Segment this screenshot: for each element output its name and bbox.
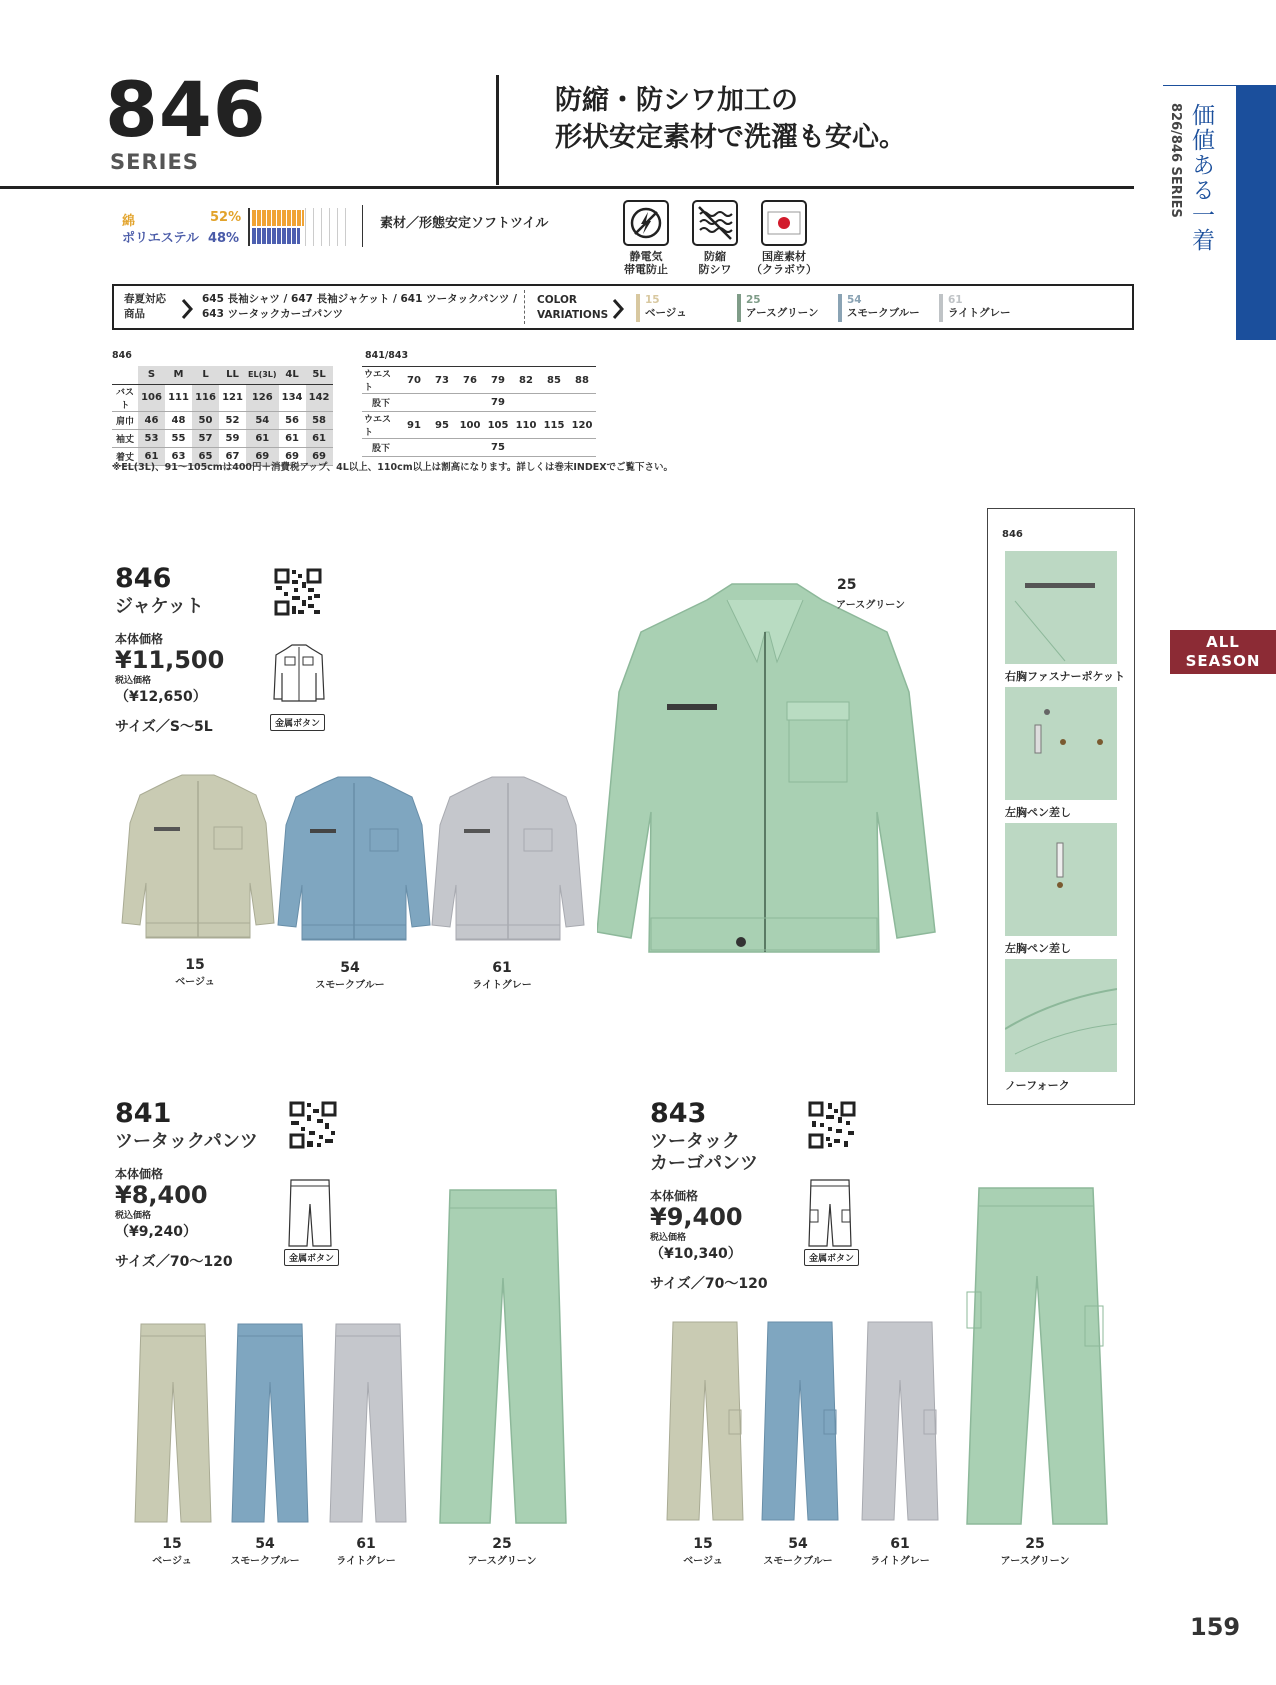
color-num: 54 bbox=[847, 294, 862, 306]
size-header: M bbox=[165, 366, 192, 384]
size-range: サイズ／S～5L bbox=[115, 719, 213, 735]
cotton-pct: 52% bbox=[210, 210, 242, 225]
related-line2: 643 ツータックカーゴパンツ bbox=[202, 308, 344, 320]
table-row bbox=[112, 411, 333, 429]
color-61 bbox=[939, 294, 1040, 322]
size-header: EL(3L) bbox=[246, 366, 279, 384]
cell bbox=[400, 439, 428, 457]
cell bbox=[428, 394, 456, 412]
feature-antistatic bbox=[623, 200, 681, 276]
metal-button-badge: 金属ボタン bbox=[270, 714, 325, 731]
size-table-846 bbox=[112, 366, 333, 466]
poly-row bbox=[122, 227, 239, 246]
qr-code-icon[interactable] bbox=[808, 1101, 856, 1149]
cell: 55 bbox=[165, 429, 192, 447]
product-843-info bbox=[650, 1098, 768, 1293]
caption-num: 61 bbox=[890, 1536, 910, 1552]
table-row bbox=[362, 367, 596, 394]
pants-843-blue-image[interactable] bbox=[760, 1320, 840, 1525]
caption-num: 15 bbox=[185, 957, 205, 973]
cell bbox=[512, 439, 540, 457]
pants-843-green-main-image[interactable] bbox=[965, 1186, 1110, 1528]
caption-num: 54 bbox=[340, 960, 360, 976]
cell: 70 bbox=[400, 367, 428, 394]
series-word: SERIES bbox=[110, 150, 199, 174]
row-label: 肩巾 bbox=[112, 411, 138, 429]
cell bbox=[428, 439, 456, 457]
japan-caption bbox=[749, 250, 819, 276]
cell: 58 bbox=[306, 411, 333, 429]
cell: 82 bbox=[512, 367, 540, 394]
cell bbox=[568, 439, 596, 457]
cell: 59 bbox=[219, 429, 246, 447]
season-line1: ALL bbox=[1206, 633, 1240, 651]
feature-japan bbox=[751, 200, 819, 276]
cell: 79 bbox=[484, 367, 512, 394]
cell: 69 bbox=[246, 447, 279, 465]
color-54 bbox=[838, 294, 939, 322]
caption-name: ライトグレー bbox=[870, 1556, 930, 1567]
color-text bbox=[948, 294, 1010, 322]
poly-label: ポリエステル bbox=[122, 231, 199, 246]
tax-price: （¥9,240） bbox=[115, 1224, 198, 1240]
caption-name: ライトグレー bbox=[336, 1556, 396, 1567]
table-header bbox=[112, 366, 333, 384]
cell bbox=[540, 394, 568, 412]
fabric-text: 素材／形態安定ソフトツイル bbox=[380, 216, 549, 231]
size-range: サイズ／70～120 bbox=[650, 1276, 768, 1292]
side-rule bbox=[1163, 85, 1236, 86]
pants-841-green-main-image[interactable] bbox=[438, 1188, 568, 1528]
table-row bbox=[362, 394, 596, 412]
jacket-beige-image[interactable] bbox=[118, 773, 278, 948]
pants-line-drawing-icon bbox=[285, 1178, 335, 1248]
detail-caption: 左胸ペン差し bbox=[1005, 806, 1071, 819]
cv-label-2: VARIATIONS bbox=[537, 309, 609, 321]
color-name: ベージュ bbox=[645, 307, 687, 319]
caption-num: 54 bbox=[255, 1536, 275, 1552]
cell: 88 bbox=[568, 367, 596, 394]
cell: 50 bbox=[192, 411, 219, 429]
page-number: 159 bbox=[1190, 1613, 1241, 1641]
related-products bbox=[202, 292, 517, 322]
antistatic-line1: 静電気 bbox=[629, 250, 663, 263]
cell: 57 bbox=[192, 429, 219, 447]
jacket-caption-15 bbox=[135, 957, 255, 988]
color-text bbox=[746, 294, 818, 322]
cell: 73 bbox=[428, 367, 456, 394]
color-swatches bbox=[636, 294, 1040, 322]
cell: 53 bbox=[138, 429, 165, 447]
table-row bbox=[362, 412, 596, 439]
color-num: 25 bbox=[746, 294, 761, 306]
color-text bbox=[847, 294, 920, 322]
detail-caption: 左胸ペン差し bbox=[1005, 942, 1071, 955]
pants-843-grey-image[interactable] bbox=[860, 1320, 940, 1525]
jacket-blue-image[interactable] bbox=[274, 775, 434, 950]
metal-button-badge: 金属ボタン bbox=[804, 1249, 859, 1266]
jacket-caption-61 bbox=[442, 960, 562, 991]
antistatic-line2: 帯電防止 bbox=[624, 263, 668, 276]
caption-num: 15 bbox=[693, 1536, 713, 1552]
cell bbox=[512, 394, 540, 412]
headline-line2: 形状安定素材で洗濯も安心。 bbox=[555, 122, 906, 153]
cell: 115 bbox=[540, 412, 568, 439]
detail-image-zip-pocket bbox=[1005, 551, 1117, 664]
color-num: 61 bbox=[948, 294, 963, 306]
color-name: ライトグレー bbox=[948, 307, 1011, 319]
caption-num: 54 bbox=[788, 1536, 808, 1552]
info-box bbox=[112, 284, 1134, 330]
price-label: 本体価格 bbox=[650, 1189, 699, 1203]
anti-wrinkle-icon bbox=[692, 200, 738, 246]
size-header: 5L bbox=[306, 366, 333, 384]
jacket-grey-image[interactable] bbox=[428, 775, 588, 950]
headline bbox=[555, 82, 906, 156]
jacket-caption-54 bbox=[290, 960, 410, 991]
detail-caption: ノーフォーク bbox=[1005, 1079, 1070, 1092]
detail-image-norfolk bbox=[1005, 959, 1117, 1072]
table-row bbox=[112, 384, 333, 411]
cell: 61 bbox=[246, 429, 279, 447]
row-label: 袖丈 bbox=[112, 429, 138, 447]
anti-wrinkle-line2: 防シワ bbox=[698, 263, 732, 276]
qr-code-icon[interactable] bbox=[289, 1101, 337, 1149]
table-row bbox=[112, 429, 333, 447]
pants-843-beige-image[interactable] bbox=[665, 1320, 745, 1525]
season-label-2: 商品 bbox=[124, 308, 145, 320]
header-divider bbox=[496, 75, 499, 185]
product-name-line2: カーゴパンツ bbox=[650, 1153, 758, 1174]
pants-843-caption-25 bbox=[975, 1536, 1095, 1567]
cell: 134 bbox=[279, 384, 306, 411]
related-line1: 645 長袖シャツ / 647 長袖ジャケット / 641 ツータックパンツ / bbox=[202, 293, 517, 305]
color-variations-label bbox=[537, 293, 608, 323]
product-name: ツータックパンツ bbox=[115, 1131, 258, 1152]
pants-841-blue-image[interactable] bbox=[230, 1322, 310, 1527]
detail-image-pen-slot-2 bbox=[1005, 823, 1117, 936]
detail-caption: 右胸ファスナーポケット bbox=[1005, 670, 1126, 683]
cell: 111 bbox=[165, 384, 192, 411]
price: ¥9,400 bbox=[650, 1203, 743, 1231]
cell: 105 bbox=[484, 412, 512, 439]
pants-843-caption-61 bbox=[840, 1536, 960, 1567]
poly-bar bbox=[252, 228, 300, 244]
series-number: 846 bbox=[105, 65, 267, 154]
cell: 54 bbox=[246, 411, 279, 429]
product-number: 843 bbox=[650, 1098, 707, 1129]
main-jacket-caption-name: アースグリーン bbox=[836, 600, 905, 611]
cell: 91 bbox=[400, 412, 428, 439]
cell: 76 bbox=[456, 367, 484, 394]
cell: 69 bbox=[306, 447, 333, 465]
cell: 75 bbox=[484, 439, 512, 457]
blend-bar bbox=[248, 208, 352, 246]
tax-label: 税込価格 bbox=[115, 1211, 152, 1221]
corner-cell bbox=[112, 366, 138, 384]
tax-price: （¥10,340） bbox=[650, 1246, 742, 1262]
table-row bbox=[362, 439, 596, 457]
caption-name: スモークブルー bbox=[315, 980, 385, 991]
cell: 46 bbox=[138, 411, 165, 429]
product-number: 841 bbox=[115, 1098, 172, 1129]
cell bbox=[568, 394, 596, 412]
cell bbox=[540, 439, 568, 457]
material-divider bbox=[362, 205, 363, 247]
antistatic-icon bbox=[623, 200, 669, 246]
feature-anti-wrinkle bbox=[692, 200, 750, 276]
cargo-pants-line-drawing-icon bbox=[805, 1178, 855, 1248]
jacket-green-main-image[interactable] bbox=[597, 582, 937, 957]
cell: 52 bbox=[219, 411, 246, 429]
cell: 56 bbox=[279, 411, 306, 429]
color-name: スモークブルー bbox=[847, 307, 920, 319]
caption-num: 61 bbox=[492, 960, 512, 976]
color-swatch bbox=[636, 294, 640, 322]
season-label-1: 春夏対応 bbox=[124, 293, 166, 305]
cell: 65 bbox=[192, 447, 219, 465]
price-label: 本体価格 bbox=[115, 632, 164, 646]
row-label: 股下 bbox=[362, 394, 400, 412]
color-15 bbox=[636, 294, 737, 322]
cell: 126 bbox=[246, 384, 279, 411]
row-label: 股下 bbox=[362, 439, 400, 457]
cell bbox=[456, 394, 484, 412]
color-name: アースグリーン bbox=[746, 307, 819, 319]
product-846-info bbox=[115, 563, 224, 736]
product-name: ジャケット bbox=[115, 596, 204, 617]
cell: 100 bbox=[456, 412, 484, 439]
price-label: 本体価格 bbox=[115, 1167, 164, 1181]
all-season-badge bbox=[1170, 630, 1276, 674]
size-84x-title: 841/843 bbox=[365, 350, 409, 361]
caption-num: 25 bbox=[1025, 1536, 1045, 1552]
pants-841-beige-image[interactable] bbox=[133, 1322, 213, 1527]
side-title: 価値ある一着 bbox=[1188, 103, 1214, 253]
cotton-bar bbox=[252, 210, 304, 226]
color-swatch bbox=[939, 294, 943, 322]
cell: 95 bbox=[428, 412, 456, 439]
cv-label-1: COLOR bbox=[537, 294, 577, 306]
cell: 69 bbox=[279, 447, 306, 465]
color-text bbox=[645, 294, 687, 322]
cell: 116 bbox=[192, 384, 219, 411]
price: ¥8,400 bbox=[115, 1181, 208, 1209]
row-label: 着丈 bbox=[112, 447, 138, 465]
size-header: 4L bbox=[279, 366, 306, 384]
cell: 110 bbox=[512, 412, 540, 439]
product-841-info bbox=[115, 1098, 258, 1271]
anti-wrinkle-line1: 防縮 bbox=[704, 250, 726, 263]
cell: 48 bbox=[165, 411, 192, 429]
row-label: ウエスト bbox=[362, 367, 400, 394]
japan-line1: 国産素材 bbox=[762, 250, 806, 263]
size-header: LL bbox=[219, 366, 246, 384]
size-header: L bbox=[192, 366, 219, 384]
caption-name: ベージュ bbox=[175, 977, 215, 988]
side-tab bbox=[1236, 85, 1276, 340]
pants-841-grey-image[interactable] bbox=[328, 1322, 408, 1527]
japan-line2: （クラボウ） bbox=[751, 263, 817, 276]
headline-line1: 防縮・防シワ加工の bbox=[555, 85, 798, 116]
cell: 121 bbox=[219, 384, 246, 411]
cell: 63 bbox=[165, 447, 192, 465]
side-vertical-title bbox=[1168, 103, 1218, 253]
cell: 79 bbox=[484, 394, 512, 412]
size-note: ※EL(3L)、91～105cmは400円＋消費税アップ、4L以上、110cm以上は割高になります。詳しくは巻末INDEXでご覧下さい。 bbox=[112, 462, 674, 473]
metal-button-badge: 金属ボタン bbox=[284, 1249, 339, 1266]
caption-num: 15 bbox=[162, 1536, 182, 1552]
pants-841-caption-61 bbox=[306, 1536, 426, 1567]
size-header: S bbox=[138, 366, 165, 384]
info-divider bbox=[524, 290, 525, 324]
main-jacket-caption-num: 25 bbox=[837, 577, 857, 593]
color-swatch bbox=[838, 294, 842, 322]
caption-num: 61 bbox=[356, 1536, 376, 1552]
row-label: バスト bbox=[112, 384, 138, 411]
product-name-line1: ツータック bbox=[650, 1131, 740, 1152]
cotton-label: 綿 bbox=[122, 214, 136, 229]
color-num: 15 bbox=[645, 294, 660, 306]
cell: 67 bbox=[219, 447, 246, 465]
caption-name: アースグリーン bbox=[467, 1556, 537, 1567]
detail-image-pen-slot bbox=[1005, 687, 1117, 800]
caption-num: 25 bbox=[492, 1536, 512, 1552]
price: ¥11,500 bbox=[115, 646, 225, 674]
header-rule bbox=[0, 186, 1134, 189]
caption-name: スモークブルー bbox=[230, 1556, 300, 1567]
caption-name: スモークブルー bbox=[763, 1556, 833, 1567]
color-swatch bbox=[737, 294, 741, 322]
cell: 85 bbox=[540, 367, 568, 394]
cell: 61 bbox=[306, 429, 333, 447]
caption-name: ベージュ bbox=[683, 1556, 723, 1567]
caption-name: ライトグレー bbox=[472, 980, 532, 991]
color-25 bbox=[737, 294, 838, 322]
size-range: サイズ／70～120 bbox=[115, 1254, 233, 1270]
chevron-right-icon bbox=[611, 298, 625, 320]
side-series: 826/846 SERIES bbox=[1168, 103, 1183, 218]
chevron-right-icon bbox=[180, 298, 194, 320]
season-line2: SEASON bbox=[1185, 652, 1261, 670]
size-846-title: 846 bbox=[112, 350, 132, 361]
jacket-line-drawing-icon bbox=[270, 643, 328, 705]
cell bbox=[400, 394, 428, 412]
cell bbox=[456, 439, 484, 457]
cell: 61 bbox=[138, 447, 165, 465]
anti-wrinkle-caption bbox=[680, 250, 750, 276]
detail-title: 846 bbox=[1002, 529, 1023, 540]
tax-label: 税込価格 bbox=[115, 676, 152, 686]
japan-flag-icon bbox=[761, 200, 807, 246]
row-label: ウエスト bbox=[362, 412, 400, 439]
cell: 106 bbox=[138, 384, 165, 411]
caption-name: ベージュ bbox=[152, 1556, 192, 1567]
tax-price: （¥12,650） bbox=[115, 689, 207, 705]
cell: 142 bbox=[306, 384, 333, 411]
antistatic-caption bbox=[611, 250, 681, 276]
detail-panel bbox=[987, 508, 1135, 1105]
size-table-84x bbox=[362, 366, 596, 457]
pants-841-caption-25 bbox=[442, 1536, 562, 1567]
cell: 61 bbox=[279, 429, 306, 447]
season-label bbox=[124, 292, 166, 322]
product-number: 846 bbox=[115, 563, 172, 594]
cell: 120 bbox=[568, 412, 596, 439]
poly-pct: 48% bbox=[207, 231, 240, 246]
qr-code-icon[interactable] bbox=[274, 568, 322, 616]
caption-name: アースグリーン bbox=[1000, 1556, 1070, 1567]
blend-bar-remainder bbox=[305, 208, 351, 246]
tax-label: 税込価格 bbox=[650, 1233, 687, 1243]
